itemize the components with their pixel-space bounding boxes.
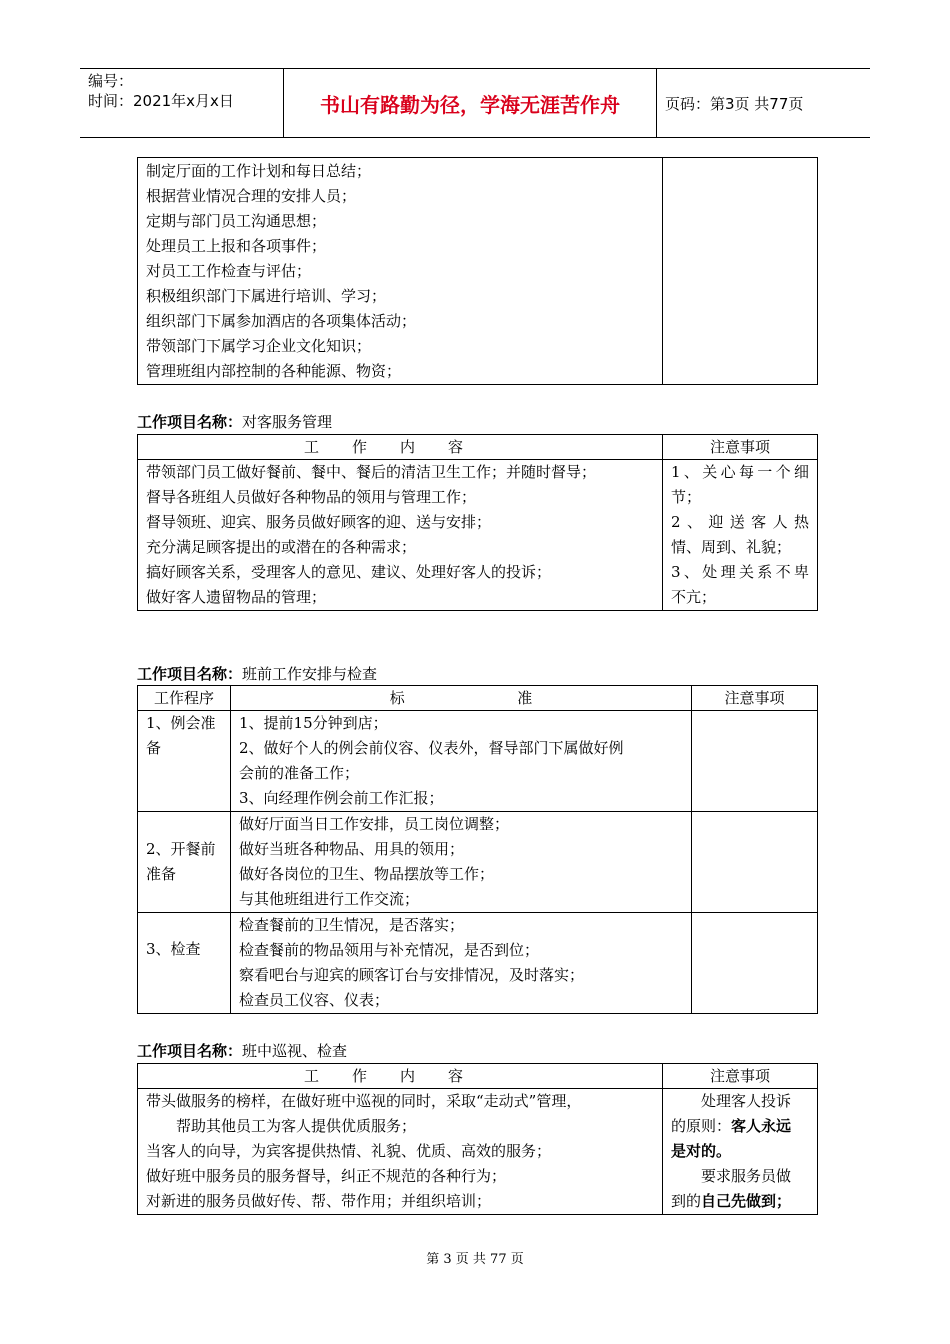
procedure-cell (138, 913, 231, 1014)
header-motto: 书山有路勤为径，学海无涯苦作舟 (283, 69, 657, 137)
note-line: 的原则：客人永远 (671, 1117, 792, 1135)
note-line: 处理客人投诉 (701, 1092, 792, 1110)
column-header: 注意事项 (663, 1064, 818, 1089)
notes-cell (692, 913, 818, 1014)
list-item: 做好客人遗留物品的管理； (146, 588, 327, 606)
work-content (138, 460, 663, 611)
section-title-value: 班前工作安排与检查 (242, 665, 378, 683)
list-item: 对员工工作检查与评估； (146, 262, 312, 280)
notes (663, 1089, 818, 1215)
note-line: 1、关心每一个细 (671, 463, 809, 481)
list-item: 管理班组内部控制的各种能源、物资； (146, 362, 402, 380)
work-content (138, 1089, 663, 1215)
procedure-cell (138, 812, 231, 913)
list-item: 做好厅面当日工作安排，员工岗位调整； (239, 815, 510, 833)
note-line: 节； (671, 488, 702, 506)
column-header: 注意事项 (692, 686, 818, 711)
list-item: 1、提前15分钟到店； (239, 714, 388, 732)
customer-service-table (137, 434, 818, 611)
column-header: 标准 (231, 686, 692, 711)
standard-cell (231, 913, 692, 1014)
procedure-text: 1、例会准 (146, 714, 216, 732)
list-item: 检查员工仪容、仪表； (239, 991, 390, 1009)
duties-list (138, 158, 663, 385)
header-meta (80, 69, 283, 137)
section-title-key: 工作项目名称： (137, 1042, 243, 1060)
list-item: 做好班中服务员的服务督导，纠正不规范的各种行为； (146, 1167, 507, 1185)
column-header: 工作程序 (138, 686, 231, 711)
page-footer: 第 3 页 共 77 页 (426, 1252, 524, 1267)
procedure-text: 3、检查 (146, 940, 201, 958)
list-item: 定期与部门员工沟通思想； (146, 212, 327, 230)
list-item: 当客人的向导，为宾客提供热情、礼貌、优质、高效的服务； (146, 1142, 552, 1160)
list-item: 检查餐前的卫生情况，是否落实； (239, 916, 465, 934)
list-item: 带领部门员工做好餐前、餐中、餐后的清洁卫生工作；并随时督导； (146, 463, 597, 481)
note-line: 不亢； (671, 588, 717, 606)
list-item: 做好各岗位的卫生、物品摆放等工作； (239, 865, 495, 883)
section-title-value: 对客服务管理 (242, 413, 333, 431)
number-label: 编号： (88, 72, 134, 90)
list-item: 搞好顾客关系，受理客人的意见、建议、处理好客人的投诉； (146, 563, 552, 581)
list-item: 帮助其他员工为客人提供优质服务； (176, 1117, 417, 1135)
note-line: 是对的。 (671, 1142, 732, 1160)
standard-cell (231, 812, 692, 913)
list-item: 检查餐前的物品领用与补充情况，是否到位； (239, 941, 540, 959)
section-title-key: 工作项目名称： (137, 413, 243, 431)
list-item: 组织部门下属参加酒店的各项集体活动； (146, 312, 417, 330)
mid-shift-table (137, 1063, 818, 1215)
procedure-text: 备 (146, 739, 162, 757)
standard-cell (231, 711, 692, 812)
note-line: 到的自己先做到； (671, 1192, 792, 1210)
note-line: 情、周到、礼貌； (671, 538, 792, 556)
list-item: 与其他班组进行工作交流； (239, 890, 420, 908)
section-title (137, 664, 377, 684)
list-item: 根据营业情况合理的安排人员； (146, 187, 357, 205)
procedure-text: 准备 (146, 865, 177, 883)
list-item: 做好当班各种物品、用具的领用； (239, 840, 465, 858)
note-line: 3、处理关系不卑 (671, 563, 809, 581)
note-line: 2、迎送客人热 (671, 513, 809, 531)
notes-cell (692, 812, 818, 913)
notes (663, 460, 818, 611)
section-title (137, 1041, 347, 1061)
list-item: 充分满足顾客提出的或潜在的各种需求； (146, 538, 417, 556)
column-header: 工作内容 (138, 435, 663, 460)
procedure-cell (138, 711, 231, 812)
duties-table (137, 157, 818, 385)
duties-notes (663, 158, 818, 385)
list-item: 察看吧台与迎宾的顾客订台与安排情况，及时落实； (239, 966, 585, 984)
list-item: 对新进的服务员做好传、帮、带作用；并组织培训； (146, 1192, 492, 1210)
list-item: 带领部门下属学习企业文化知识； (146, 337, 372, 355)
section-title-key: 工作项目名称： (137, 665, 243, 683)
list-item: 积极组织部门下属进行培训、学习； (146, 287, 387, 305)
section-title-value: 班中巡视、检查 (242, 1042, 348, 1060)
list-item: 会前的准备工作； (239, 764, 360, 782)
column-header: 注意事项 (663, 435, 818, 460)
column-header: 工作内容 (138, 1064, 663, 1089)
header-page-info: 页码：第3页 共77页 (665, 94, 804, 113)
list-item: 3、向经理作例会前工作汇报； (239, 789, 444, 807)
list-item: 带头做服务的榜样，在做好班中巡视的同时，采取“走动式”管理， (146, 1092, 582, 1110)
list-item: 督导领班、迎宾、服务员做好顾客的迎、送与安排； (146, 513, 492, 531)
procedure-text: 2、开餐前 (146, 840, 216, 858)
page-header (80, 68, 870, 138)
pre-shift-table (137, 685, 818, 1014)
list-item: 2、做好个人的例会前仪容、仪表外，督导部门下属做好例 (239, 739, 624, 757)
list-item: 督导各班组人员做好各种物品的领用与管理工作； (146, 488, 477, 506)
note-line: 要求服务员做 (701, 1167, 792, 1185)
notes-cell (692, 711, 818, 812)
date-label: 时间：2021年x月x日 (88, 92, 234, 110)
list-item: 制定厅面的工作计划和每日总结； (146, 162, 372, 180)
list-item: 处理员工上报和各项事件； (146, 237, 327, 255)
section-title (137, 412, 332, 432)
